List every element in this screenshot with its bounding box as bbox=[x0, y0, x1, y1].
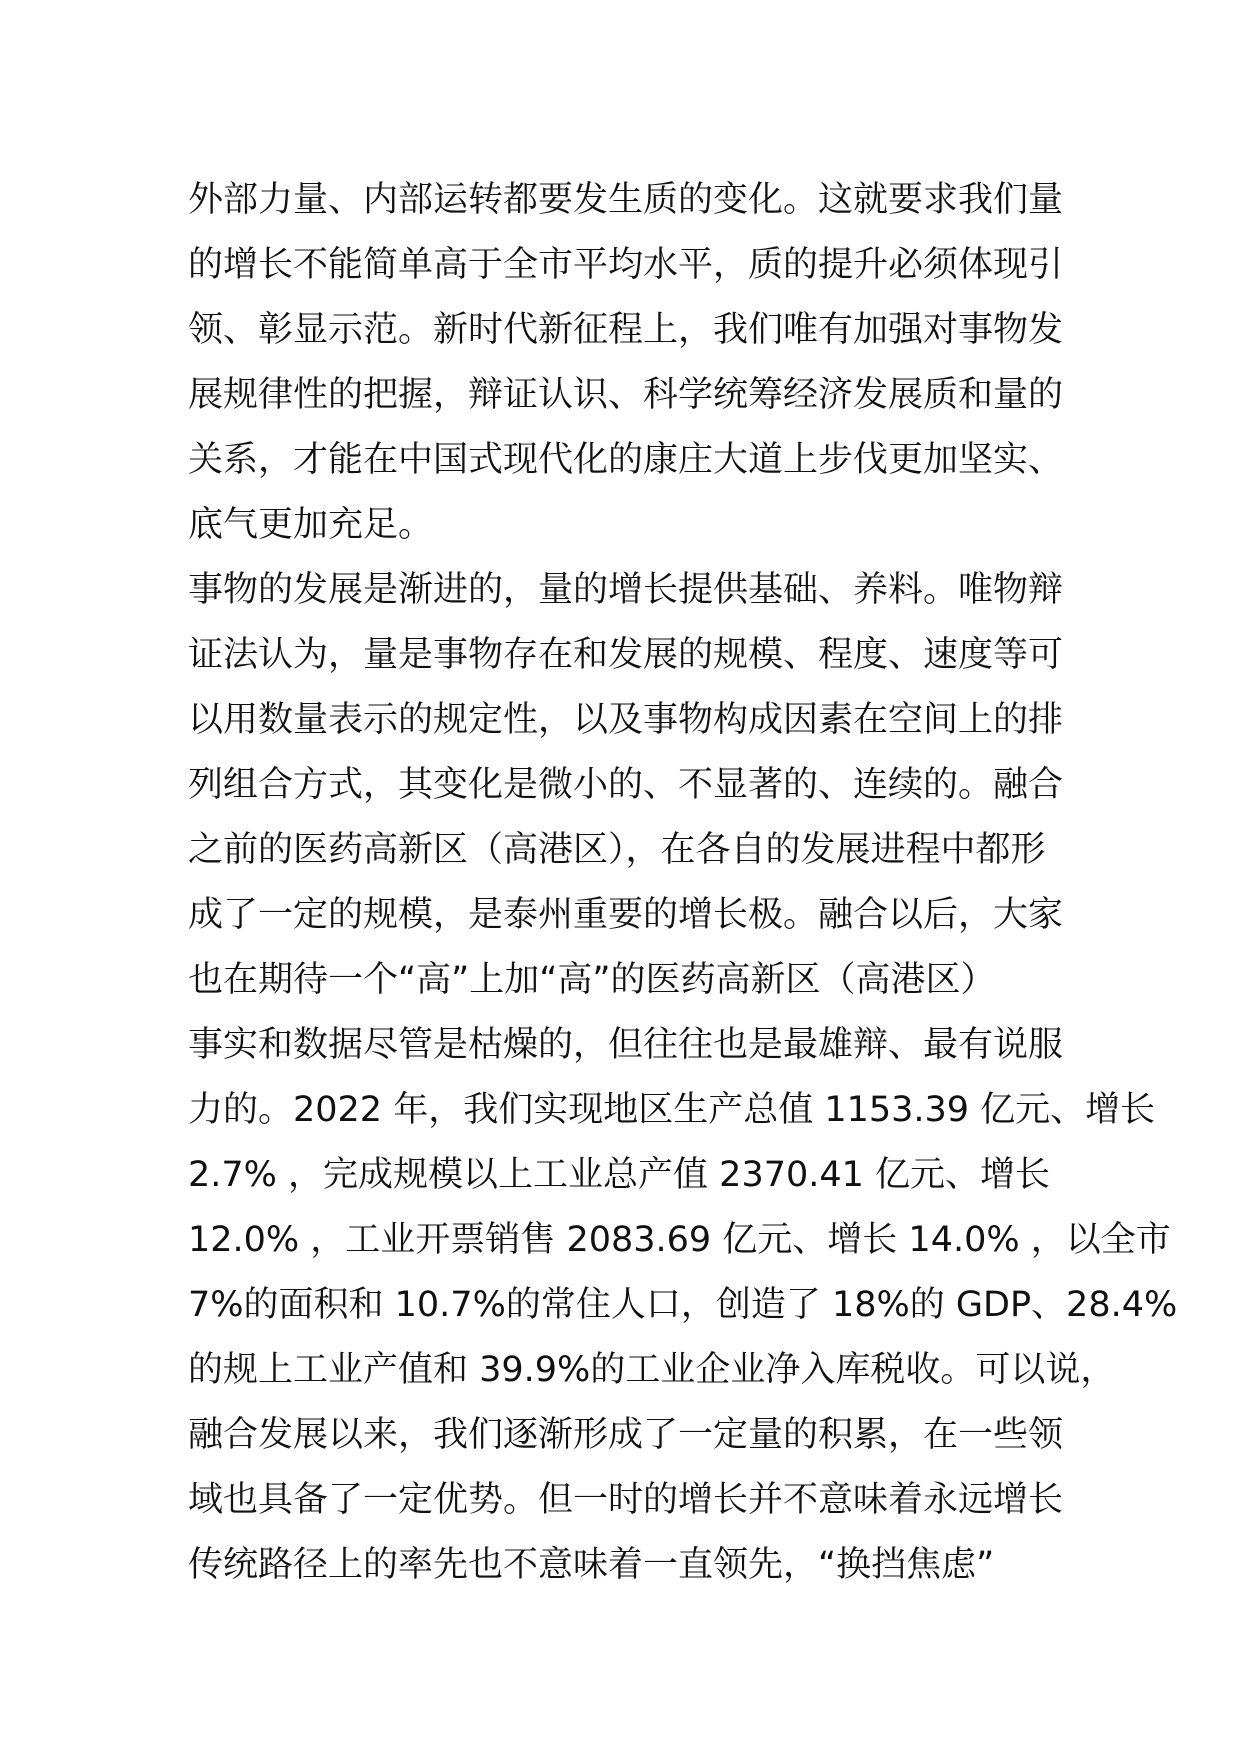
text-line: 展规律性的把握，辩证认识、科学统筹经济发展质和量的 bbox=[188, 375, 1064, 415]
text-line: 的增长不能简单高于全市平均水平，质的提升必须体现引 bbox=[188, 245, 1064, 285]
text-line: 关系，才能在中国式现代化的康庄大道上步伐更加坚实、 bbox=[188, 440, 1064, 480]
text-line: 事物的发展是渐进的，量的增长提供基础、养料。唯物辩 bbox=[188, 570, 1064, 610]
text-line: 列组合方式，其变化是微小的、不显著的、连续的。融合 bbox=[188, 765, 1064, 805]
text-line: 之前的医药高新区（高港区），在各自的发展进程中都形 bbox=[188, 830, 1046, 870]
text-line: 融合发展以来，我们逐渐形成了一定量的积累，在一些领 bbox=[188, 1415, 1064, 1455]
text-line: 域也具备了一定优势。但一时的增长并不意味着永远增长 bbox=[188, 1480, 1064, 1520]
text-line: 12.0% ，工业开票销售 2083.69 亿元、增长 14.0% ，以全市 bbox=[188, 1220, 1171, 1260]
text-line: 领、彰显示范。新时代新征程上，我们唯有加强对事物发 bbox=[188, 310, 1064, 350]
body-text bbox=[188, 168, 1178, 1598]
text-line: 力的。2022 年，我们实现地区生产总值 1153.39 亿元、增长 bbox=[188, 1090, 1156, 1130]
text-line: 成了一定的规模，是泰州重要的增长极。融合以后，大家 bbox=[188, 895, 1064, 935]
text-line: 证法认为，量是事物存在和发展的规模、程度、速度等可 bbox=[188, 635, 1064, 675]
text-line: 也在期待一个“高”上加“高”的医药高新区（高港区） bbox=[188, 960, 996, 1000]
text-line: 事实和数据尽管是枯燥的，但往往也是最雄辩、最有说服 bbox=[188, 1025, 1064, 1065]
text-line: 以用数量表示的规定性，以及事物构成因素在空间上的排 bbox=[188, 700, 1064, 740]
text-line: 的规上工业产值和 39.9%的工业企业净入库税收。可以说， bbox=[188, 1350, 1116, 1390]
text-line: 传统路径上的率先也不意味着一直领先，“换挡焦虑” bbox=[188, 1545, 995, 1585]
text-line: 2.7% ，完成规模以上工业总产值 2370.41 亿元、增长 bbox=[188, 1155, 1051, 1195]
text-line: 7%的面积和 10.7%的常住人口，创造了 18%的 GDP、28.4% bbox=[188, 1285, 1178, 1325]
text-line: 外部力量、内部运转都要发生质的变化。这就要求我们量 bbox=[188, 180, 1064, 220]
text-line: 底气更加充足。 bbox=[188, 505, 434, 545]
